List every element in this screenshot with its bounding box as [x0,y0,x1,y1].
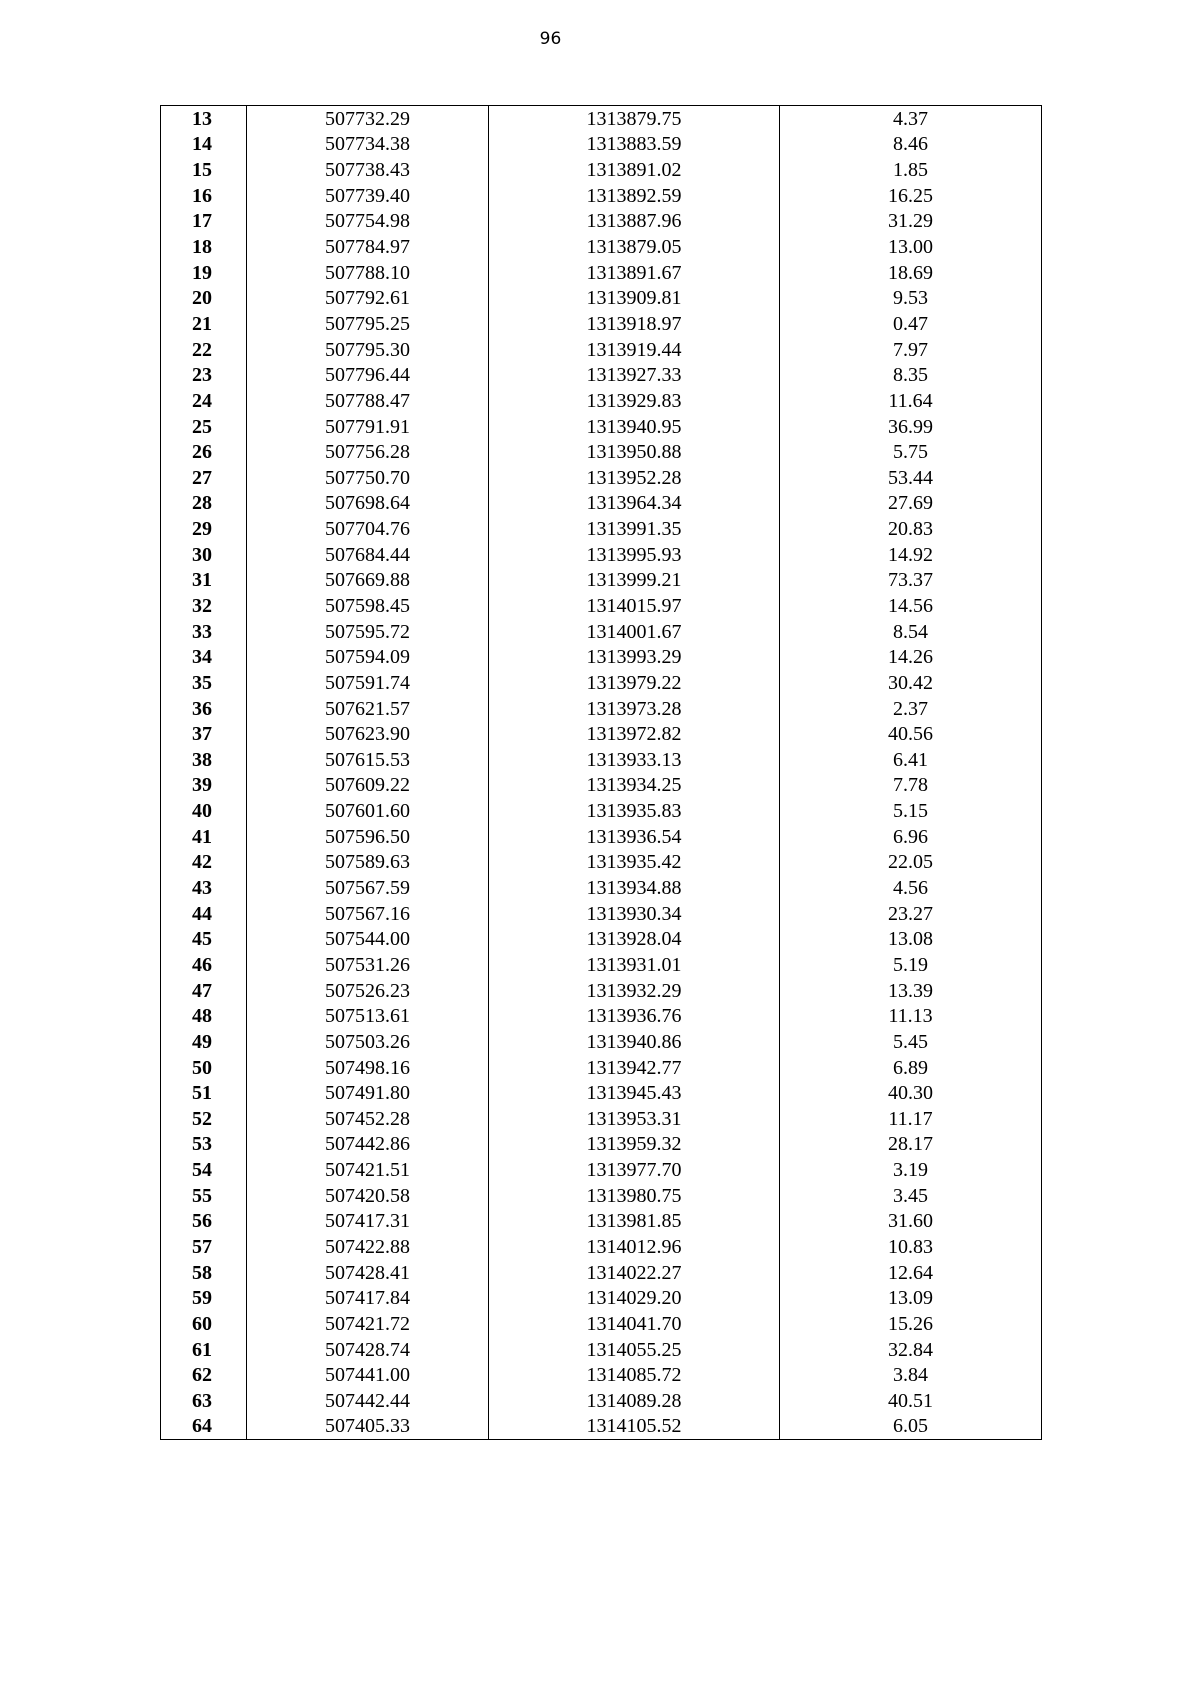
distance-cell: 40.56 [780,721,1042,747]
distance-cell: 40.51 [780,1388,1042,1414]
table-row [161,1055,1042,1081]
table-row [161,439,1042,465]
table-row [161,644,1042,670]
point-number-cell: 45 [161,927,247,953]
x-coordinate-cell: 507595.72 [247,619,489,645]
point-number-cell: 20 [161,285,247,311]
x-coordinate-cell: 507734.38 [247,132,489,158]
table-row [161,209,1042,235]
table-row [161,1285,1042,1311]
point-number-cell: 41 [161,824,247,850]
x-coordinate-cell: 507417.31 [247,1209,489,1235]
x-coordinate-cell: 507698.64 [247,491,489,517]
x-coordinate-cell: 507621.57 [247,696,489,722]
point-number-cell: 38 [161,747,247,773]
y-coordinate-cell: 1313891.67 [489,260,780,286]
distance-cell: 8.35 [780,362,1042,388]
y-coordinate-cell: 1314001.67 [489,619,780,645]
point-number-cell: 24 [161,388,247,414]
x-coordinate-cell: 507792.61 [247,285,489,311]
distance-cell: 16.25 [780,183,1042,209]
distance-cell: 8.54 [780,619,1042,645]
distance-cell: 28.17 [780,1132,1042,1158]
distance-cell: 7.97 [780,337,1042,363]
table-row [161,721,1042,747]
distance-cell: 13.09 [780,1285,1042,1311]
y-coordinate-cell: 1313995.93 [489,542,780,568]
table-row [161,773,1042,799]
table-row [161,260,1042,286]
table-row [161,670,1042,696]
distance-cell: 1.85 [780,157,1042,183]
table-row [161,132,1042,158]
x-coordinate-cell: 507417.84 [247,1285,489,1311]
y-coordinate-cell: 1313935.42 [489,850,780,876]
distance-cell: 22.05 [780,850,1042,876]
table-row [161,157,1042,183]
y-coordinate-cell: 1314022.27 [489,1260,780,1286]
point-number-cell: 49 [161,1029,247,1055]
x-coordinate-cell: 507513.61 [247,1003,489,1029]
point-number-cell: 62 [161,1362,247,1388]
point-number-cell: 46 [161,952,247,978]
point-number-cell: 43 [161,875,247,901]
point-number-cell: 54 [161,1157,247,1183]
y-coordinate-cell: 1313950.88 [489,439,780,465]
distance-cell: 6.41 [780,747,1042,773]
x-coordinate-cell: 507428.41 [247,1260,489,1286]
point-number-cell: 47 [161,978,247,1004]
y-coordinate-cell: 1313927.33 [489,362,780,388]
x-coordinate-cell: 507491.80 [247,1080,489,1106]
point-number-cell: 22 [161,337,247,363]
table-row [161,1362,1042,1388]
x-coordinate-cell: 507750.70 [247,465,489,491]
point-number-cell: 33 [161,619,247,645]
y-coordinate-cell: 1313891.02 [489,157,780,183]
point-number-cell: 61 [161,1337,247,1363]
distance-cell: 53.44 [780,465,1042,491]
x-coordinate-cell: 507704.76 [247,516,489,542]
distance-cell: 3.45 [780,1183,1042,1209]
point-number-cell: 13 [161,106,247,132]
y-coordinate-cell: 1313973.28 [489,696,780,722]
point-number-cell: 64 [161,1414,247,1440]
table-row [161,337,1042,363]
point-number-cell: 21 [161,311,247,337]
point-number-cell: 58 [161,1260,247,1286]
y-coordinate-cell: 1313883.59 [489,132,780,158]
x-coordinate-cell: 507791.91 [247,414,489,440]
point-number-cell: 50 [161,1055,247,1081]
table-row [161,183,1042,209]
y-coordinate-cell: 1313879.75 [489,106,780,132]
distance-cell: 73.37 [780,568,1042,594]
distance-cell: 40.30 [780,1080,1042,1106]
x-coordinate-cell: 507589.63 [247,850,489,876]
y-coordinate-cell: 1313934.25 [489,773,780,799]
x-coordinate-cell: 507615.53 [247,747,489,773]
point-number-cell: 59 [161,1285,247,1311]
table-row [161,747,1042,773]
point-number-cell: 17 [161,209,247,235]
point-number-cell: 19 [161,260,247,286]
table-row [161,568,1042,594]
table-row [161,1260,1042,1286]
y-coordinate-cell: 1313977.70 [489,1157,780,1183]
table-row [161,285,1042,311]
point-number-cell: 34 [161,644,247,670]
y-coordinate-cell: 1313918.97 [489,311,780,337]
y-coordinate-cell: 1313935.83 [489,798,780,824]
y-coordinate-cell: 1313930.34 [489,901,780,927]
coordinates-table-body [161,106,1042,1440]
x-coordinate-cell: 507442.44 [247,1388,489,1414]
x-coordinate-cell: 507756.28 [247,439,489,465]
x-coordinate-cell: 507442.86 [247,1132,489,1158]
distance-cell: 12.64 [780,1260,1042,1286]
distance-cell: 10.83 [780,1234,1042,1260]
y-coordinate-cell: 1313940.86 [489,1029,780,1055]
table-row [161,696,1042,722]
table-row [161,1029,1042,1055]
x-coordinate-cell: 507591.74 [247,670,489,696]
distance-cell: 11.17 [780,1106,1042,1132]
x-coordinate-cell: 507452.28 [247,1106,489,1132]
point-number-cell: 16 [161,183,247,209]
y-coordinate-cell: 1314089.28 [489,1388,780,1414]
table-row [161,1234,1042,1260]
y-coordinate-cell: 1313928.04 [489,927,780,953]
point-number-cell: 37 [161,721,247,747]
point-number-cell: 31 [161,568,247,594]
point-number-cell: 57 [161,1234,247,1260]
x-coordinate-cell: 507428.74 [247,1337,489,1363]
point-number-cell: 39 [161,773,247,799]
point-number-cell: 53 [161,1132,247,1158]
x-coordinate-cell: 507623.90 [247,721,489,747]
y-coordinate-cell: 1314055.25 [489,1337,780,1363]
distance-cell: 14.92 [780,542,1042,568]
x-coordinate-cell: 507795.25 [247,311,489,337]
y-coordinate-cell: 1313945.43 [489,1080,780,1106]
x-coordinate-cell: 507567.16 [247,901,489,927]
x-coordinate-cell: 507594.09 [247,644,489,670]
x-coordinate-cell: 507788.47 [247,388,489,414]
point-number-cell: 28 [161,491,247,517]
page-number: 96 [539,29,562,49]
y-coordinate-cell: 1313953.31 [489,1106,780,1132]
x-coordinate-cell: 507795.30 [247,337,489,363]
point-number-cell: 23 [161,362,247,388]
distance-cell: 20.83 [780,516,1042,542]
point-number-cell: 52 [161,1106,247,1132]
table-row [161,542,1042,568]
y-coordinate-cell: 1313940.95 [489,414,780,440]
table-row [161,1080,1042,1106]
table-row [161,875,1042,901]
table-row [161,516,1042,542]
y-coordinate-cell: 1314105.52 [489,1414,780,1440]
y-coordinate-cell: 1313991.35 [489,516,780,542]
table-row [161,1106,1042,1132]
point-number-cell: 44 [161,901,247,927]
x-coordinate-cell: 507531.26 [247,952,489,978]
distance-cell: 5.75 [780,439,1042,465]
x-coordinate-cell: 507609.22 [247,773,489,799]
distance-cell: 0.47 [780,311,1042,337]
x-coordinate-cell: 507596.50 [247,824,489,850]
point-number-cell: 32 [161,593,247,619]
x-coordinate-cell: 507796.44 [247,362,489,388]
y-coordinate-cell: 1314041.70 [489,1311,780,1337]
x-coordinate-cell: 507544.00 [247,927,489,953]
table-row [161,311,1042,337]
table-row [161,593,1042,619]
point-number-cell: 51 [161,1080,247,1106]
x-coordinate-cell: 507498.16 [247,1055,489,1081]
point-number-cell: 48 [161,1003,247,1029]
point-number-cell: 18 [161,234,247,260]
x-coordinate-cell: 507421.51 [247,1157,489,1183]
y-coordinate-cell: 1313931.01 [489,952,780,978]
y-coordinate-cell: 1313936.76 [489,1003,780,1029]
x-coordinate-cell: 507421.72 [247,1311,489,1337]
distance-cell: 14.56 [780,593,1042,619]
x-coordinate-cell: 507784.97 [247,234,489,260]
distance-cell: 11.64 [780,388,1042,414]
x-coordinate-cell: 507567.59 [247,875,489,901]
distance-cell: 23.27 [780,901,1042,927]
y-coordinate-cell: 1313981.85 [489,1209,780,1235]
point-number-cell: 63 [161,1388,247,1414]
distance-cell: 31.29 [780,209,1042,235]
distance-cell: 13.00 [780,234,1042,260]
x-coordinate-cell: 507526.23 [247,978,489,1004]
distance-cell: 5.45 [780,1029,1042,1055]
x-coordinate-cell: 507441.00 [247,1362,489,1388]
y-coordinate-cell: 1314015.97 [489,593,780,619]
x-coordinate-cell: 507738.43 [247,157,489,183]
point-number-cell: 56 [161,1209,247,1235]
distance-cell: 18.69 [780,260,1042,286]
x-coordinate-cell: 507788.10 [247,260,489,286]
y-coordinate-cell: 1313936.54 [489,824,780,850]
x-coordinate-cell: 507420.58 [247,1183,489,1209]
table-row [161,1157,1042,1183]
table-row [161,362,1042,388]
y-coordinate-cell: 1313980.75 [489,1183,780,1209]
distance-cell: 11.13 [780,1003,1042,1029]
table-row [161,1209,1042,1235]
distance-cell: 13.08 [780,927,1042,953]
y-coordinate-cell: 1314085.72 [489,1362,780,1388]
y-coordinate-cell: 1313979.22 [489,670,780,696]
x-coordinate-cell: 507598.45 [247,593,489,619]
point-number-cell: 40 [161,798,247,824]
point-number-cell: 36 [161,696,247,722]
y-coordinate-cell: 1313929.83 [489,388,780,414]
x-coordinate-cell: 507684.44 [247,542,489,568]
point-number-cell: 14 [161,132,247,158]
distance-cell: 9.53 [780,285,1042,311]
x-coordinate-cell: 507669.88 [247,568,489,594]
table-row [161,106,1042,132]
table-row [161,491,1042,517]
x-coordinate-cell: 507601.60 [247,798,489,824]
distance-cell: 27.69 [780,491,1042,517]
y-coordinate-cell: 1313932.29 [489,978,780,1004]
table-row [161,798,1042,824]
y-coordinate-cell: 1313959.32 [489,1132,780,1158]
point-number-cell: 29 [161,516,247,542]
point-number-cell: 42 [161,850,247,876]
table-row [161,414,1042,440]
point-number-cell: 26 [161,439,247,465]
y-coordinate-cell: 1313879.05 [489,234,780,260]
point-number-cell: 25 [161,414,247,440]
y-coordinate-cell: 1314029.20 [489,1285,780,1311]
point-number-cell: 35 [161,670,247,696]
table-row [161,1183,1042,1209]
y-coordinate-cell: 1314012.96 [489,1234,780,1260]
table-row [161,978,1042,1004]
y-coordinate-cell: 1313952.28 [489,465,780,491]
x-coordinate-cell: 507405.33 [247,1414,489,1440]
distance-cell: 3.19 [780,1157,1042,1183]
distance-cell: 5.15 [780,798,1042,824]
y-coordinate-cell: 1313933.13 [489,747,780,773]
y-coordinate-cell: 1313993.29 [489,644,780,670]
y-coordinate-cell: 1313964.34 [489,491,780,517]
distance-cell: 32.84 [780,1337,1042,1363]
table-row [161,388,1042,414]
distance-cell: 4.37 [780,106,1042,132]
table-row [161,234,1042,260]
x-coordinate-cell: 507754.98 [247,209,489,235]
distance-cell: 5.19 [780,952,1042,978]
distance-cell: 31.60 [780,1209,1042,1235]
x-coordinate-cell: 507422.88 [247,1234,489,1260]
table-row [161,927,1042,953]
distance-cell: 7.78 [780,773,1042,799]
distance-cell: 13.39 [780,978,1042,1004]
coordinates-table [160,105,1042,1440]
x-coordinate-cell: 507503.26 [247,1029,489,1055]
table-row [161,465,1042,491]
point-number-cell: 30 [161,542,247,568]
distance-cell: 6.05 [780,1414,1042,1440]
distance-cell: 8.46 [780,132,1042,158]
table-row [161,901,1042,927]
point-number-cell: 27 [161,465,247,491]
y-coordinate-cell: 1313892.59 [489,183,780,209]
table-row [161,1003,1042,1029]
y-coordinate-cell: 1313999.21 [489,568,780,594]
table-row [161,1337,1042,1363]
distance-cell: 3.84 [780,1362,1042,1388]
table-row [161,1132,1042,1158]
table-row [161,1311,1042,1337]
y-coordinate-cell: 1313934.88 [489,875,780,901]
distance-cell: 30.42 [780,670,1042,696]
distance-cell: 6.89 [780,1055,1042,1081]
table-row [161,952,1042,978]
distance-cell: 2.37 [780,696,1042,722]
y-coordinate-cell: 1313909.81 [489,285,780,311]
distance-cell: 36.99 [780,414,1042,440]
point-number-cell: 60 [161,1311,247,1337]
table-row [161,619,1042,645]
y-coordinate-cell: 1313919.44 [489,337,780,363]
table-row [161,1388,1042,1414]
point-number-cell: 55 [161,1183,247,1209]
x-coordinate-cell: 507732.29 [247,106,489,132]
distance-cell: 15.26 [780,1311,1042,1337]
y-coordinate-cell: 1313942.77 [489,1055,780,1081]
x-coordinate-cell: 507739.40 [247,183,489,209]
y-coordinate-cell: 1313887.96 [489,209,780,235]
y-coordinate-cell: 1313972.82 [489,721,780,747]
table-row [161,850,1042,876]
distance-cell: 4.56 [780,875,1042,901]
distance-cell: 14.26 [780,644,1042,670]
point-number-cell: 15 [161,157,247,183]
table-row [161,1414,1042,1440]
table-row [161,824,1042,850]
distance-cell: 6.96 [780,824,1042,850]
